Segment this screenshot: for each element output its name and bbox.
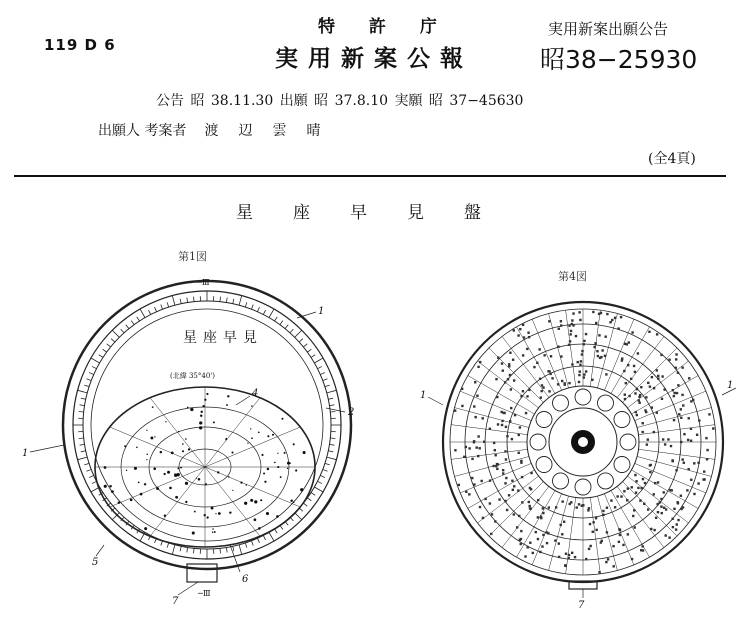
ref-5: 5 [92, 557, 99, 568]
figure-4-label: 第4図 [558, 270, 587, 283]
ref-1-top: 1 [318, 306, 325, 317]
top-marker: ─Ⅲ [197, 278, 210, 287]
ref-1-left: 1 [22, 448, 29, 459]
gazette-title: 実用新案公報 [275, 45, 473, 72]
ref-6: 6 [242, 574, 249, 585]
applicant-label: 出願人 考案者 [98, 123, 187, 139]
ref-1-rear-left: 1 [420, 390, 427, 401]
document-title: 星座早見盤 [236, 203, 521, 223]
ref-2: 2 [348, 407, 355, 418]
ref-7: 7 [172, 596, 179, 607]
ref-4: 4 [252, 388, 259, 399]
bottom-marker: ─Ⅲ [198, 589, 211, 598]
total-pages: (全4頁) [648, 151, 696, 167]
filing-dates-line: 公告 昭 38.11.30 出願 昭 37.8.10 実願 昭 37−45630 [156, 93, 524, 109]
latitude-note: (北緯 35°40') [170, 372, 215, 380]
publication-number: 昭38−25930 [540, 45, 698, 74]
patent-office-label: 特 許 庁 [318, 17, 451, 37]
classification-code: 119 D 6 [44, 36, 116, 54]
ref-7-rear: 7 [578, 600, 585, 611]
publication-heading: 実用新案出願公告 [548, 20, 669, 38]
dial-title: 星座早見 [183, 330, 263, 346]
ref-1-rear-right: 1 [727, 380, 734, 391]
figure-1-label: 第1図 [178, 250, 207, 263]
inventor-name: 渡辺雲晴 [204, 123, 341, 139]
